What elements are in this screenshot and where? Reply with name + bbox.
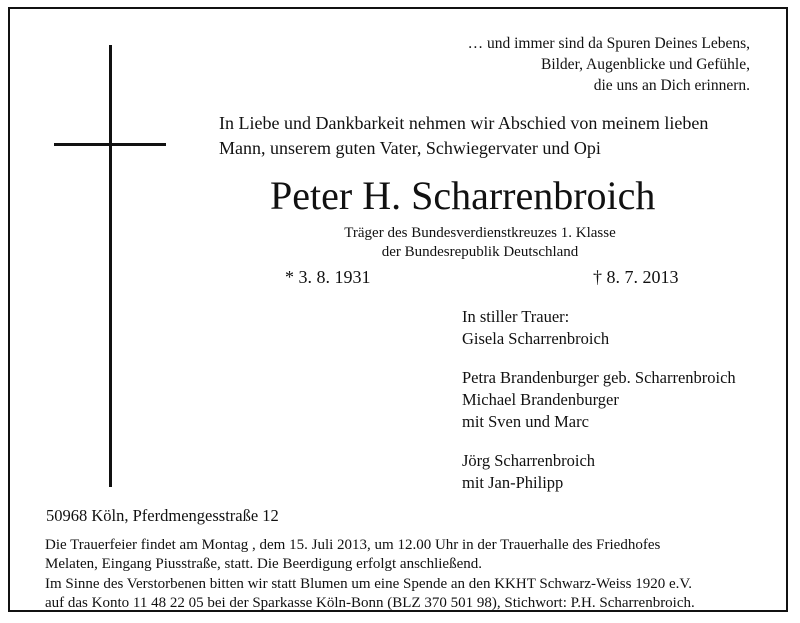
honor-line: der Bundesrepublik Deutschland [381,244,579,260]
farewell-line: In Liebe und Dankbarkeit nehmen wir Abschied von meinem lieben [219,113,709,133]
cross-icon-horizontal [54,143,166,146]
quote-line: Bilder, Augenblicke und Gefühle, [540,56,750,73]
honor-text [325,224,635,262]
cross-icon-vertical [109,45,112,487]
notice-line: Die Trauerfeier findet am Montag , dem 15. Juli 2013, um 12.00 Uhr in der Trauerhalle des Friedhofes [45,537,661,553]
deceased-name: Peter H. Scharrenbroich [270,173,656,218]
notice-line: Im Sinne des Verstorbenen bitten wir statt Blumen um eine Spende an den KKHT Schwarz-Weiss 1920 e.V. [45,575,693,592]
death-date: † 8. 7. 2013 [593,267,679,287]
obituary-frame [8,7,788,612]
quote-line: … und immer sind da Spuren Deines Lebens, [467,35,750,52]
mourner-name: Jörg Scharrenbroich [462,451,596,470]
funeral-notice [45,536,765,614]
mourner-name: Michael Brandenburger [462,390,619,409]
mourner-name: mit Jan-Philipp [462,473,564,492]
mourner-group [462,450,595,494]
notice-line: Melaten, Eingang Piusstraße, statt. Die Beerdigung erfolgt anschließend. [45,556,482,573]
mourner-name: mit Sven und Marc [462,412,589,431]
address: 50968 Köln, Pferdmengesstraße 12 [46,506,279,525]
mourners-heading: In stiller Trauer: [462,307,570,326]
mourners-heading-group [462,306,609,350]
notice-line: auf das Konto 11 48 22 05 bei der Sparkasse Köln-Bonn (BLZ 370 501 98), Stichwort: P.H. Scharrenbroich. [45,595,695,612]
birth-date: * 3. 8. 1931 [285,267,371,287]
farewell-line: Mann, unserem guten Vater, Schwiegervater und Opi [219,138,601,158]
mourner-name: Gisela Scharrenbroich [462,329,610,348]
mourner-group [462,367,736,433]
mourner-name: Petra Brandenburger geb. Scharrenbroich [462,368,736,387]
honor-line: Träger des Bundesverdienstkreuzes 1. Klasse [344,225,616,241]
farewell-text [219,111,708,161]
memorial-quote [468,33,750,96]
quote-line: die uns an Dich erinnern. [593,77,750,94]
